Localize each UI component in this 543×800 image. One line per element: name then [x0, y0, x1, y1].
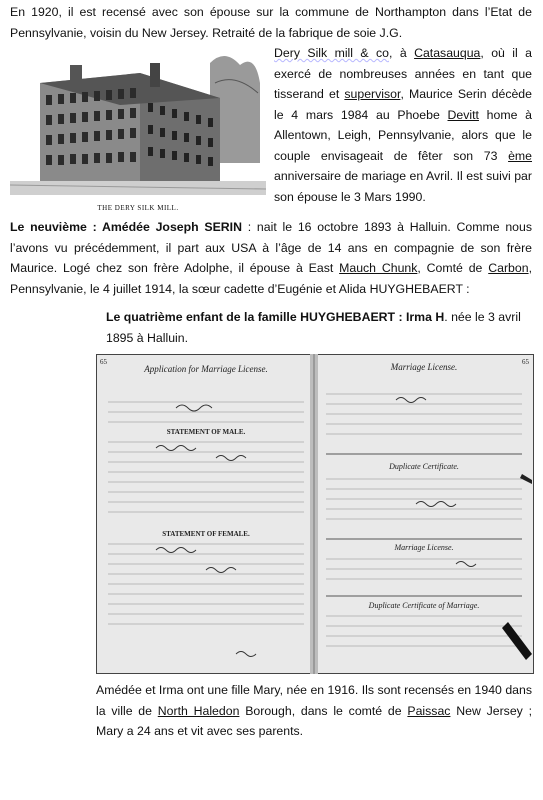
text: , à [389, 46, 415, 60]
text: , Pennsylvanie, le 4 juillet 1914, la sœur cadette d’Eugénie et Alida HUYGHEBAERT : [10, 261, 532, 296]
page-number-right: 65 [522, 358, 529, 366]
text: home à Allentown, Leigh, Pennsylvanie, alors que le couple envisageait de fêter son 73 [274, 107, 532, 163]
marriage-license-document [96, 354, 534, 674]
text: Amédée et Irma ont une fille Mary, née en 1916. Ils sont recensés en 1940 dans la ville de [96, 683, 532, 718]
dery-silk-mill-link[interactable]: Dery Silk mill & co [274, 46, 390, 60]
text: anniversaire de mariage en Avril. Il est suivi par son épouse le 3 Mars 1990. [274, 169, 532, 204]
amedee-heading: Le neuvième : Amédée Joseph SERIN [10, 220, 242, 234]
catasauqua-link[interactable]: Catasauqua [414, 46, 481, 60]
text: En 1920, il est recensé avec son épouse sur la commune de Northampton dans l’Etat de Pennsylvanie, voisin du New Jersey. Retraité de la fabrique de soie J.G. [10, 5, 532, 40]
text: , où il a exercé de nombreuses années en tant que tisserand et [274, 46, 533, 101]
duplicate-cert2-title: Duplicate Certificate of Marriage. [368, 601, 480, 610]
right-title: Marriage License. [390, 362, 458, 372]
document-page [10, 2, 532, 742]
text: , Comté de [417, 261, 489, 275]
supervisor-link[interactable]: supervisor [344, 87, 401, 101]
text: Borough, dans le comté de [239, 703, 408, 718]
carbon-link[interactable]: Carbon [488, 261, 529, 275]
license2-title: Marriage License. [394, 543, 454, 552]
mauch-chunk-link[interactable]: Mauch Chunk [339, 261, 418, 275]
page-number-left: 65 [100, 358, 107, 366]
text: . née le 3 avril 1895 à Halluin. [106, 310, 521, 345]
paragraph-irma [106, 307, 532, 348]
factory-illustration [10, 43, 266, 213]
male-title: STATEMENT OF MALE. [166, 428, 246, 436]
maurice-continuation [10, 43, 533, 212]
female-title: STATEMENT OF FEMALE. [162, 530, 250, 538]
paragraph-amedee [10, 217, 532, 299]
photo-caption: THE DERY SILK MILL. [97, 204, 179, 212]
eme-link[interactable]: ème [508, 148, 532, 163]
north-haledon-link[interactable]: North Haledon [157, 703, 240, 718]
dery-silk-mill-photo [10, 43, 266, 213]
text: New Jersey ; Mary a 24 ans et vit avec ses parents. [96, 703, 533, 738]
marriage-record-scan [96, 354, 534, 674]
duplicate-cert-title: Duplicate Certificate. [389, 462, 459, 471]
text: , Maurice Serin décède le 4 mars 1984 au Phoebe [274, 87, 532, 122]
paragraph-maurice [10, 2, 532, 43]
text: : nait le 16 octobre 1893 à Halluin. Comme nous l’avons vu précédemment, il part aux USA à l’âge de 14 ans en compagnie de son frère Maurice. Logé chez son frère Adolphe, il épouse à East [10, 220, 532, 275]
paissac-link[interactable]: Paissac [407, 703, 451, 718]
paragraph-mary [96, 680, 532, 742]
devitt-link[interactable]: Devitt [447, 107, 479, 122]
irma-heading: Le quatrième enfant de la famille HUYGHEBAERT : Irma H [106, 310, 445, 324]
left-title: Application for Marriage License. [144, 364, 268, 374]
